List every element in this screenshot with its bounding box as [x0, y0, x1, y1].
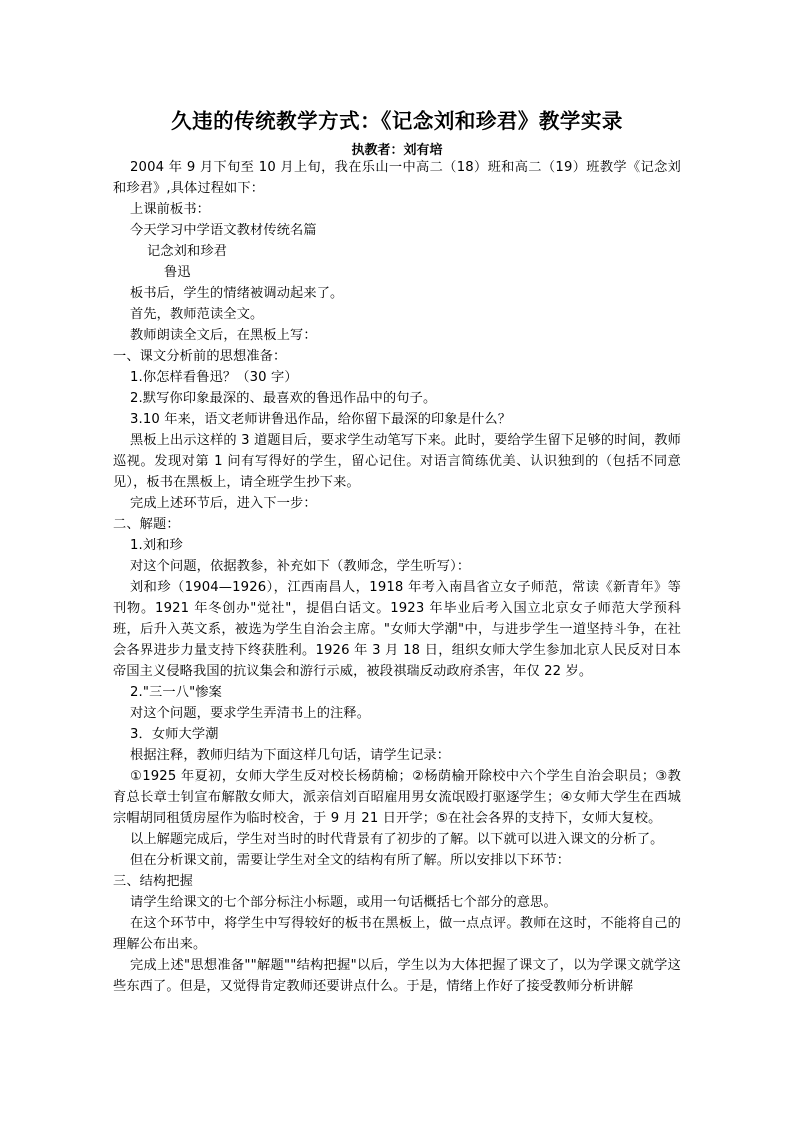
paragraph: 对这个问题，依据教参，补充如下（教师念，学生听写）： [130, 559, 471, 574]
paragraph: 请学生给课文的七个部分标注小标题，或用一句话概括七个部分的意思。 [130, 895, 557, 910]
paragraph: 首先，教师范读全文。 [130, 307, 264, 322]
document-body [113, 157, 681, 997]
paragraph: 板书后，学生的情绪被调动起来了。 [130, 286, 344, 301]
paragraph: 2004 年 9 月下旬至 10 月上旬，我在乐山一中高二（18）班和高二（19）班教学《记念刘和珍君》,具体过程如下： [113, 160, 681, 196]
section-heading: 一、课文分析前的思想准备： [113, 349, 287, 364]
paragraph: 教师朗读全文后，在黑板上写： [130, 328, 317, 343]
paragraph: 今天学习中学语文教材传统名篇 [130, 223, 317, 238]
paragraph: 1.刘和珍 [130, 538, 183, 553]
paragraph: 2."三一八"惨案 [130, 685, 223, 700]
paragraph: 以上解题完成后，学生对当时的时代背景有了初步的了解。以下就可以进入课文的分析了。 [130, 832, 664, 847]
paragraph: 2.默写你印象最深的、最喜欢的鲁迅作品中的句子。 [130, 391, 437, 406]
paragraph: 在这个环节中，将学生中写得较好的板书在黑板上，做一点点评。教师在这时，不能将自己的理解公布出来。 [113, 916, 681, 952]
paragraph: 鲁迅 [164, 265, 191, 280]
section-heading: 三、结构把握 [113, 874, 194, 889]
paragraph: 3．女师大学潮 [130, 727, 219, 742]
paragraph: 对这个问题，要求学生弄清书上的注释。 [130, 706, 371, 721]
paragraph: 记念刘和珍君 [147, 244, 228, 259]
paragraph: 根据注释，教师归结为下面这样几句话，请学生记录： [130, 748, 451, 763]
paragraph: 但在分析课文前，需要让学生对全文的结构有所了解。所以安排以下环节： [130, 853, 571, 868]
paragraph: ①1925 年夏初，女师大学生反对校长杨荫榆；②杨荫榆开除校中六个学生自治会职员；③教育总长章士钊宣布解散女师大，派亲信刘百昭雇用男女流氓殴打驱逐学生；④女师大学生在西城宗帽胡同租赁房屋作为临时校舍，于 9 月 21 日开学；⑤在社会各界的支持下，女师大复校。 [113, 769, 681, 826]
document-author: 执教者：刘有培 [351, 143, 443, 158]
document-title: 久违的传统教学方式：《记念刘和珍君》教学实录 [171, 109, 623, 133]
paragraph: 完成上述"思想准备""解题""结构把握"以后，学生以为大体把握了课文了，以为学课文就学这些东西了。但是，又觉得肯定教师还要讲点什么。于是，情绪上作好了接受教师分析讲解 [113, 958, 681, 994]
paragraph: 3.10 年来，语文老师讲鲁迅作品，给你留下最深的印象是什么？ [130, 412, 512, 427]
paragraph: 1.你怎样看鲁迅？（30 字） [130, 370, 298, 385]
section-heading: 二、解题： [113, 517, 180, 532]
paragraph: 黑板上出示这样的 3 道题目后，要求学生动笔写下来。此时，要给学生留下足够的时间，教师巡视。发现对第 1 问有写得好的学生，留心记住。对语言简练优美、认识独到的（包括不同意见），板书在黑板上，请全班学生抄下来。 [113, 433, 681, 490]
paragraph: 完成上述环节后，进入下一步： [130, 496, 317, 511]
paragraph: 刘和珍（1904—1926），江西南昌人，1918 年考入南昌省立女子师范，常读《新青年》等刊物。1921 年冬创办"觉社"，提倡白话文。1923 年毕业后考入国立北京女子师范大学预科班，后升入英文系，被选为学生自治会主席。"女师大学潮"中，与进步学生一道坚持斗争，在社会各界进步力量支持下终获胜利。1926 年 3 月 18 日，组织女师大学生参加北京人民反对日本帝国主义侵略我国的抗议集会和游行示威，被段祺瑞反动政府杀害，年仅 22 岁。 [113, 580, 681, 679]
paragraph: 上课前板书： [130, 202, 211, 217]
